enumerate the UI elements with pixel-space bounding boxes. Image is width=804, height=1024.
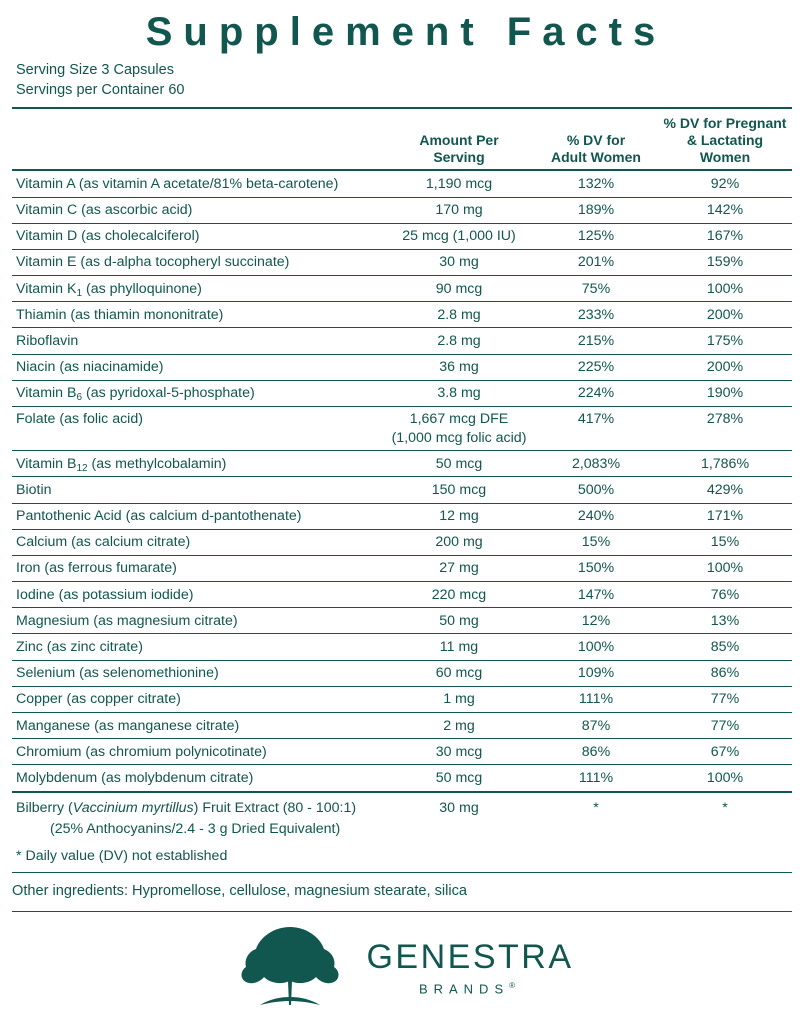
row-nutrient-name: Folate (as folic acid)	[12, 406, 384, 450]
row-dv-adult: 111%	[534, 686, 658, 712]
header-nutrient	[12, 115, 384, 170]
row-amount: 3.8 mg	[384, 380, 534, 406]
bottom-rule	[12, 911, 792, 912]
table-row-botanical-detail	[12, 820, 792, 840]
row-dv-adult: 224%	[534, 380, 658, 406]
row-dv-pregnant: 13%	[658, 608, 792, 634]
row-dv-adult: 150%	[534, 555, 658, 581]
row-dv-pregnant: 100%	[658, 276, 792, 302]
row-dv-pregnant: 142%	[658, 197, 792, 223]
row-dv-pregnant: 278%	[658, 406, 792, 450]
header-dv-adult-line1: % DV for	[566, 131, 626, 148]
row-nutrient-name: Vitamin A (as vitamin A acetate/81% beta-carotene)	[12, 170, 384, 197]
row-dv-adult: 225%	[534, 354, 658, 380]
row-amount: 220 mcg	[384, 582, 534, 608]
row-dv-pregnant: 76%	[658, 582, 792, 608]
other-ingredients: Other ingredients: Hypromellose, cellulose, magnesium stearate, silica	[12, 883, 468, 900]
row-amount: 170 mg	[384, 197, 534, 223]
row-dv-pregnant: 200%	[658, 354, 792, 380]
row-dv-pregnant: 92%	[658, 170, 792, 197]
row-dv-adult: 75%	[534, 276, 658, 302]
table-row	[12, 328, 792, 354]
row-dv-pregnant: 100%	[658, 555, 792, 581]
row-dv-pregnant: 67%	[658, 739, 792, 765]
header-dv-adult-women	[534, 115, 658, 170]
row-dv-adult: 215%	[534, 328, 658, 354]
botanical-dv-pregnant: *	[722, 799, 728, 816]
row-nutrient-name: Iron (as ferrous fumarate)	[12, 555, 384, 581]
row-amount: 1,190 mcg	[384, 170, 534, 197]
row-amount: 150 mcg	[384, 477, 534, 503]
table-row	[12, 406, 792, 450]
table-row	[12, 634, 792, 660]
spacer-cell	[534, 820, 658, 840]
table-row	[12, 660, 792, 686]
row-amount: 1 mg	[384, 686, 534, 712]
brand-logo	[0, 919, 804, 1016]
table-row	[12, 197, 792, 223]
row-nutrient-name: Niacin (as niacinamide)	[12, 354, 384, 380]
botanical-detail: (25% Anthocyanins/2.4 - 3 g Dried Equivalent)	[50, 821, 341, 838]
row-dv-pregnant: 175%	[658, 328, 792, 354]
row-dv-adult: 417%	[534, 406, 658, 450]
top-rule	[12, 108, 792, 115]
row-amount: 50 mcg	[384, 451, 534, 477]
row-amount: 27 mg	[384, 555, 534, 581]
servings-per-container: Servings per Container 60	[16, 82, 185, 98]
header-dv-pregnant-lactating	[658, 115, 792, 170]
row-dv-pregnant: 77%	[658, 686, 792, 712]
row-nutrient-name: Thiamin (as thiamin mononitrate)	[12, 302, 384, 328]
row-dv-adult: 240%	[534, 503, 658, 529]
row-amount: 11 mg	[384, 634, 534, 660]
tree-icon	[230, 919, 350, 1016]
row-amount: 60 mcg	[384, 660, 534, 686]
row-dv-pregnant: 1,786%	[658, 451, 792, 477]
table-row	[12, 503, 792, 529]
table-row	[12, 223, 792, 249]
row-dv-pregnant: 86%	[658, 660, 792, 686]
row-nutrient-name: Biotin	[12, 477, 384, 503]
table-row	[12, 477, 792, 503]
row-dv-adult: 189%	[534, 197, 658, 223]
supplement-facts-table	[12, 107, 792, 840]
row-amount: 2.8 mg	[384, 302, 534, 328]
botanical-dv-adult: *	[593, 799, 599, 816]
table-row	[12, 713, 792, 739]
row-amount: 50 mg	[384, 608, 534, 634]
table-row	[12, 302, 792, 328]
row-dv-adult: 147%	[534, 582, 658, 608]
row-dv-pregnant: 15%	[658, 529, 792, 555]
spacer-cell	[384, 820, 534, 840]
row-dv-adult: 125%	[534, 223, 658, 249]
table-row	[12, 354, 792, 380]
row-nutrient-name: Zinc (as zinc citrate)	[12, 634, 384, 660]
spacer-cell	[658, 820, 792, 840]
row-amount: 25 mcg (1,000 IU)	[384, 223, 534, 249]
row-dv-pregnant: 159%	[658, 249, 792, 275]
row-dv-adult: 201%	[534, 249, 658, 275]
table-row	[12, 380, 792, 406]
row-dv-adult: 132%	[534, 170, 658, 197]
row-amount: 90 mcg	[384, 276, 534, 302]
row-nutrient-name: Selenium (as selenomethionine)	[12, 660, 384, 686]
header-dv-adult-line2: Adult Women	[551, 148, 641, 165]
row-nutrient-name: Vitamin $K_1$ (as phylloquinone)	[12, 276, 384, 302]
row-nutrient-name: Calcium (as calcium citrate)	[12, 529, 384, 555]
header-dv-preg-line2: & Lactating Women	[686, 131, 764, 165]
table-body	[12, 170, 792, 840]
row-dv-adult: 109%	[534, 660, 658, 686]
table-header	[12, 108, 792, 170]
row-amount: 12 mg	[384, 503, 534, 529]
table-row	[12, 739, 792, 765]
row-amount: 30 mg	[384, 249, 534, 275]
table-row	[12, 529, 792, 555]
row-nutrient-name: Vitamin $B_{12}$ (as methylcobalamin)	[12, 451, 384, 477]
row-dv-adult: 100%	[534, 634, 658, 660]
logo-subtitle: BRANDS®	[418, 980, 522, 997]
row-nutrient-name: Chromium (as chromium polynicotinate)	[12, 739, 384, 765]
row-dv-adult: 87%	[534, 713, 658, 739]
page-title: Supplement Facts	[145, 10, 667, 54]
row-nutrient-name: Magnesium (as magnesium citrate)	[12, 608, 384, 634]
row-amount: 36 mg	[384, 354, 534, 380]
row-dv-adult: 12%	[534, 608, 658, 634]
row-dv-pregnant: 100%	[658, 765, 792, 792]
row-nutrient-name: Pantothenic Acid (as calcium d-pantothenate)	[12, 503, 384, 529]
table-row	[12, 555, 792, 581]
row-amount: 2.8 mg	[384, 328, 534, 354]
row-amount: 30 mcg	[384, 739, 534, 765]
table-row	[12, 582, 792, 608]
row-amount: 1,667 mcg DFE (1,000 mcg folic acid)	[384, 406, 534, 450]
row-nutrient-name: Vitamin $B_6$ (as pyridoxal-5-phosphate)	[12, 380, 384, 406]
row-dv-adult: 2,083%	[534, 451, 658, 477]
serving-size: Serving Size 3 Capsules	[16, 62, 174, 78]
row-dv-adult: 86%	[534, 739, 658, 765]
table-row	[12, 765, 792, 792]
row-amount: 50 mcg	[384, 765, 534, 792]
table-row	[12, 608, 792, 634]
header-amount-line2: Serving	[433, 148, 485, 165]
header-amount-line1: Amount Per	[419, 131, 499, 148]
header-amount-per-serving	[384, 115, 534, 170]
row-nutrient-name: Vitamin C (as ascorbic acid)	[12, 197, 384, 223]
row-amount: 200 mg	[384, 529, 534, 555]
header-dv-preg-line1: % DV for Pregnant	[663, 115, 787, 131]
table-row	[12, 451, 792, 477]
footnote-daily-value: * Daily value (DV) not established	[16, 848, 228, 865]
table-row	[12, 276, 792, 302]
row-nutrient-name: Vitamin D (as cholecalciferol)	[12, 223, 384, 249]
row-dv-adult: 15%	[534, 529, 658, 555]
row-dv-pregnant: 171%	[658, 503, 792, 529]
row-nutrient-name: Copper (as copper citrate)	[12, 686, 384, 712]
row-dv-pregnant: 190%	[658, 380, 792, 406]
row-amount: 2 mg	[384, 713, 534, 739]
logo-text	[366, 937, 574, 997]
table-row	[12, 170, 792, 197]
logo-name: GENESTRA	[366, 937, 574, 976]
table-row	[12, 686, 792, 712]
table-row-botanical	[12, 792, 792, 821]
row-nutrient-name: Vitamin E (as d-alpha tocopheryl succinate)	[12, 249, 384, 275]
row-dv-adult: 233%	[534, 302, 658, 328]
botanical-name: Bilberry (Vaccinium myrtillus) Fruit Extract (80 - 100:1)	[16, 799, 357, 816]
botanical-amount: 30 mg	[439, 799, 479, 816]
table-row	[12, 249, 792, 275]
row-dv-adult: 111%	[534, 765, 658, 792]
row-nutrient-name: Molybdenum (as molybdenum citrate)	[12, 765, 384, 792]
row-dv-pregnant: 167%	[658, 223, 792, 249]
row-dv-pregnant: 85%	[658, 634, 792, 660]
row-nutrient-name: Manganese (as manganese citrate)	[12, 713, 384, 739]
row-nutrient-name: Iodine (as potassium iodide)	[12, 582, 384, 608]
row-dv-adult: 500%	[534, 477, 658, 503]
row-dv-pregnant: 77%	[658, 713, 792, 739]
row-dv-pregnant: 429%	[658, 477, 792, 503]
row-dv-pregnant: 200%	[658, 302, 792, 328]
row-nutrient-name: Riboflavin	[12, 328, 384, 354]
